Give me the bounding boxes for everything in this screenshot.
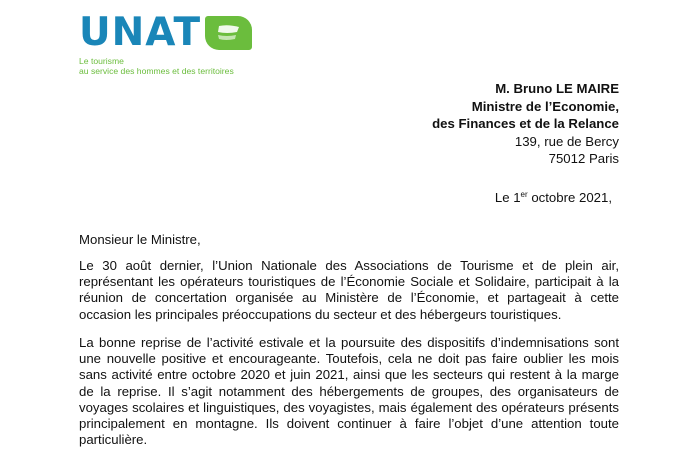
recipient-address-line1: 139, rue de Bercy xyxy=(514,133,619,149)
logo-letters: UNAT xyxy=(79,10,202,55)
recipient-name: M. Bruno LE MAIRE xyxy=(495,81,619,96)
logo-tagline xyxy=(79,56,252,76)
date-superscript: er xyxy=(520,190,528,199)
letter-date xyxy=(495,190,612,205)
logo-tagline-line1: Le tourisme xyxy=(79,56,124,66)
logo-tagline-line2: au service des hommes et des territoires xyxy=(79,66,234,76)
recipient-block xyxy=(432,80,619,168)
recipient-title-line1: Ministre de l’Economie, xyxy=(471,98,619,114)
date-prefix: Le 1 xyxy=(494,190,521,205)
unat-logo xyxy=(79,10,252,76)
date-rest: octobre 2021, xyxy=(527,190,612,205)
salutation: Monsieur le Ministre, xyxy=(79,232,201,247)
logo-wordmark xyxy=(79,10,252,55)
recipient-address-line2: 75012 Paris xyxy=(548,151,619,166)
logo-green-box-icon xyxy=(205,16,252,50)
paragraph-2: La bonne reprise de l’activité estivale et la poursuite des dispositifs d’indemnisations sont une nouvelle positive et encourageante. Toutefois, cela ne doit pas faire oublier les mois sans activité entre octobre 2020 et juin 2021, ainsi que les secteurs qui restent à la marge de la reprise. Il s’agit notamment des hébergements de groupes, des organisateurs de voyages scolaires et linguistiques, des voyagistes, mais également des opérateurs présents principalement en montagne. Ils doivent continuer à faire l’objet d’une attention toute particulière. xyxy=(79,335,619,448)
paragraph-1: Le 30 août dernier, l’Union Nationale des Associations de Tourisme et de plein air, représentant les opérateurs touristiques de l’Économie Sociale et Solidaire, participait à la réunion de concertation organisée au Ministère de l’Économie, et partageait à cette occasion les principales préoccupations du secteur et des hébergeurs touristiques. xyxy=(79,258,619,322)
recipient-title-line2: des Finances et de la Relance xyxy=(432,116,619,131)
